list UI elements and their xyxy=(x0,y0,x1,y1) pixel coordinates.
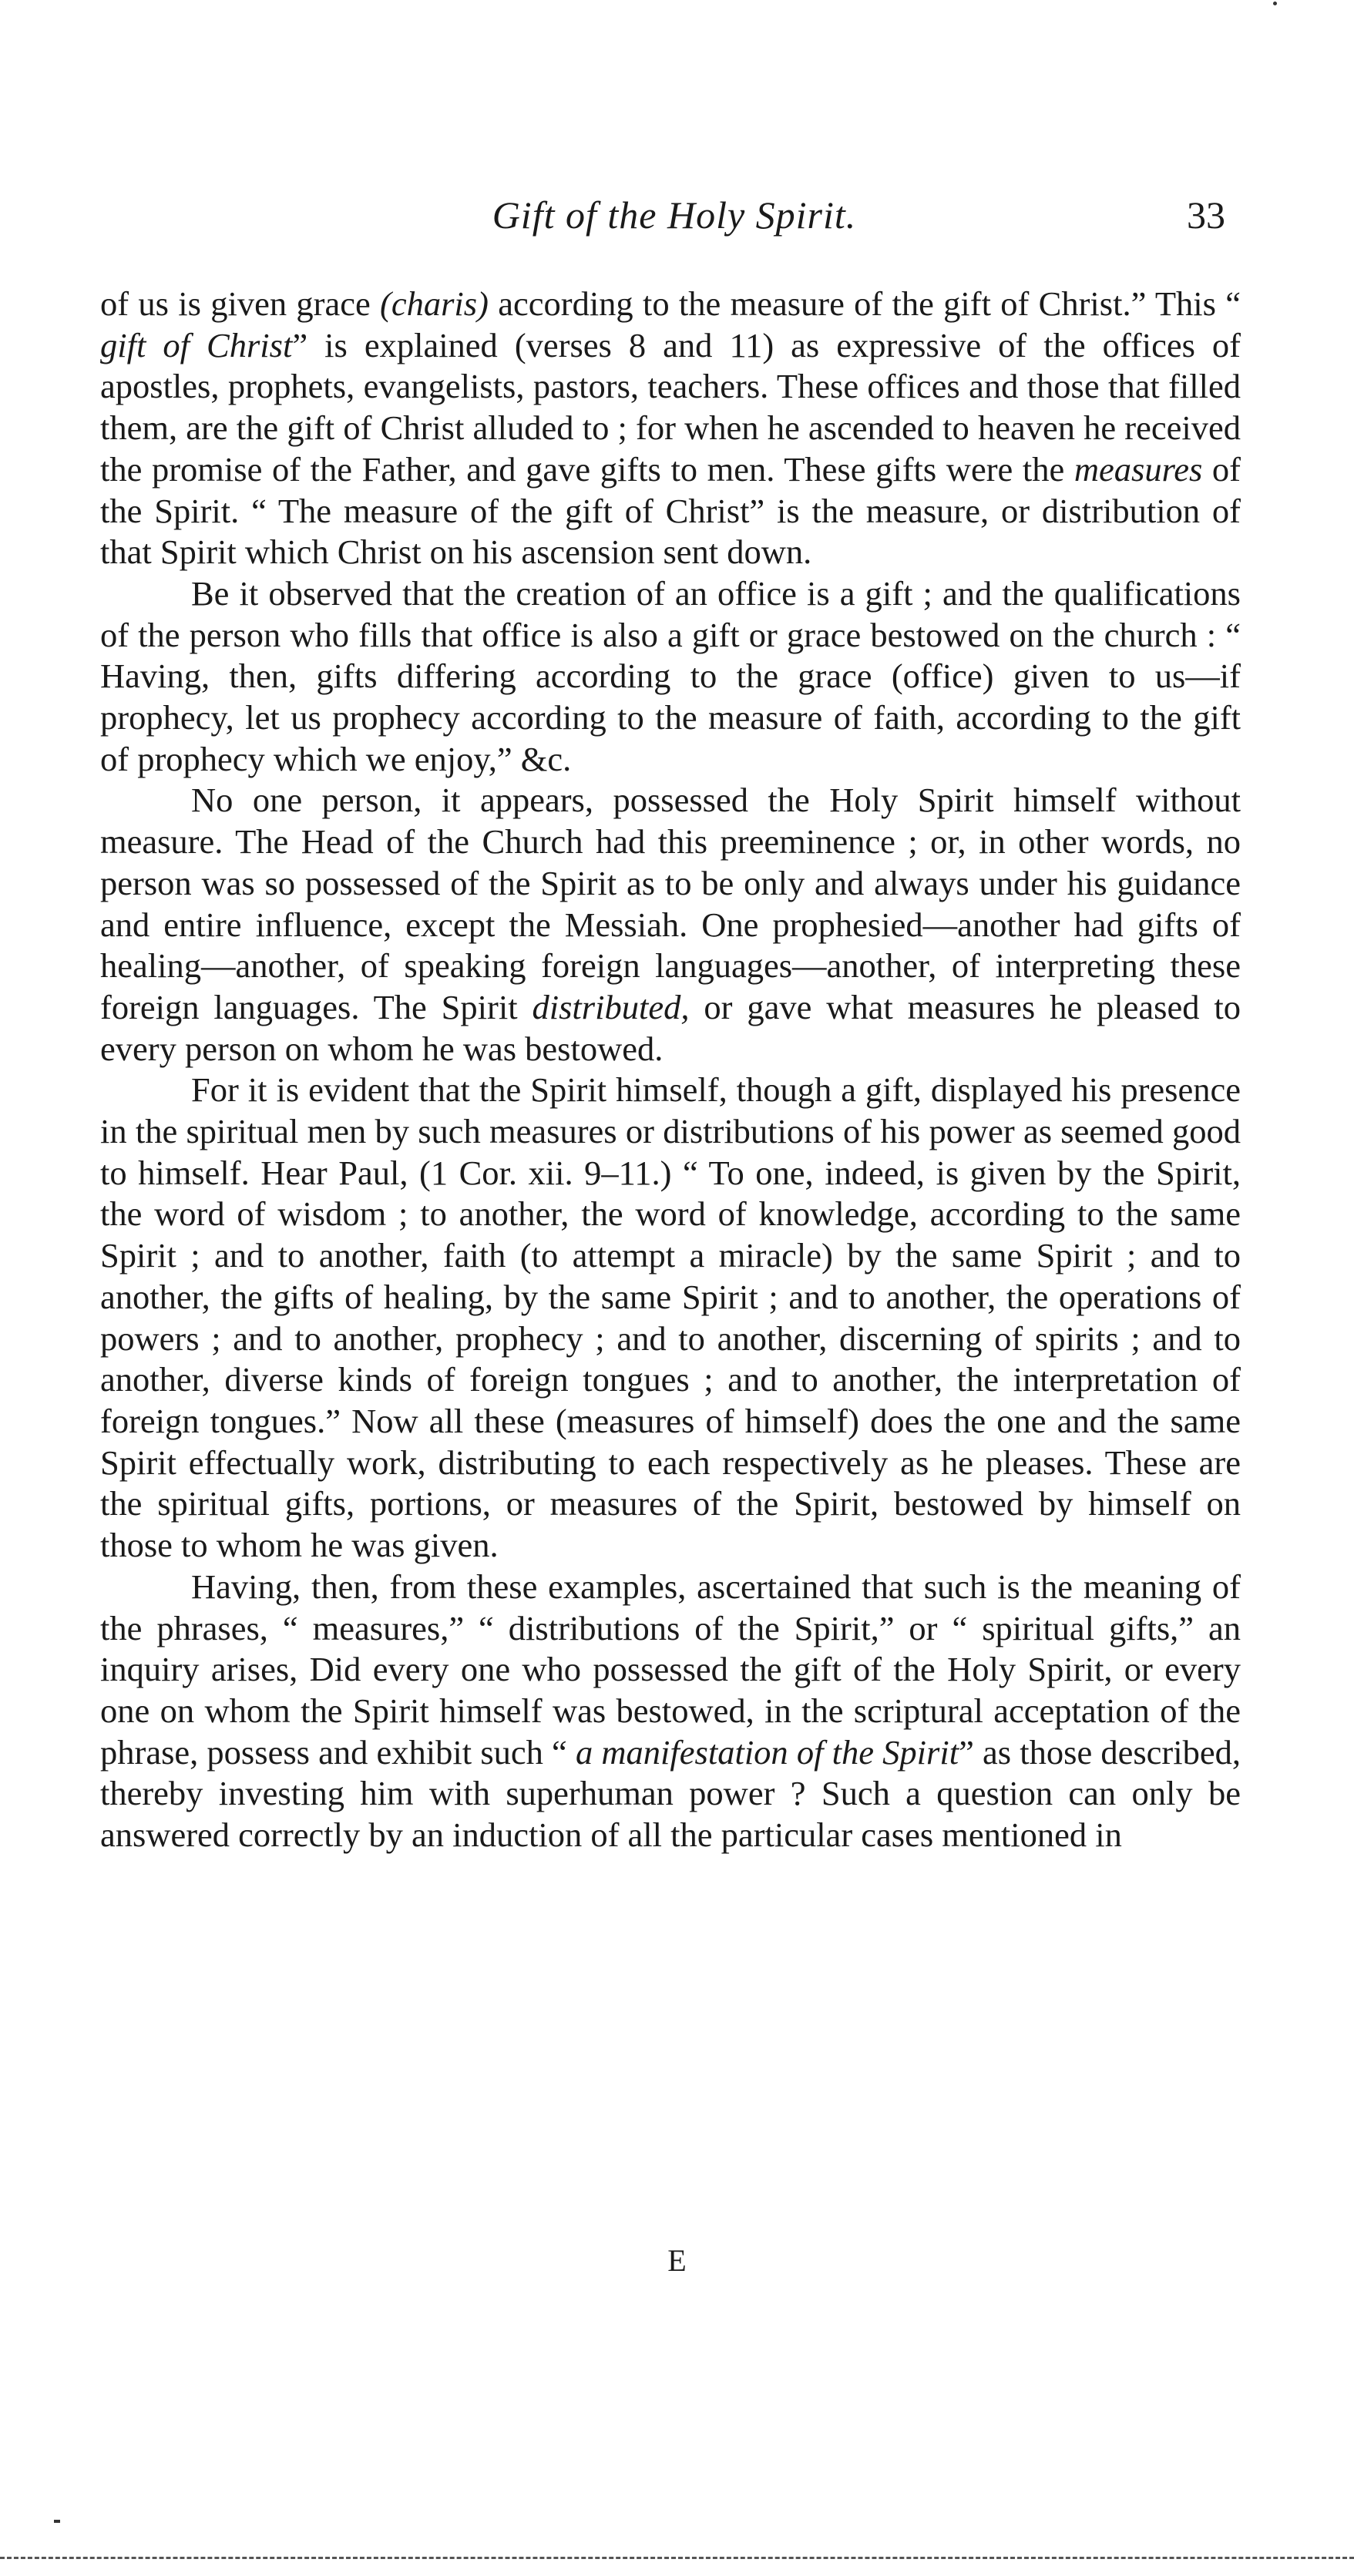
signature-mark: E xyxy=(667,2243,687,2278)
page-number: 33 xyxy=(1187,193,1225,237)
text-run: or gave what measures he pleased to every person on whom he was bestowed. xyxy=(100,987,1241,1068)
text-run: Having, then, from these examples, ascertained that such is the meaning of the phrases, “ measures,” “ distributions of the Spirit,” or “ spiritual gifts,” an inquiry arises, Did every one who possessed the gift of the Holy Spirit, or every one on whom the Spirit himself was bestowed, in the scriptural acceptation of the phrase, possess and exhibit such “ xyxy=(100,1567,1241,1772)
text-run: For it is evident that the Spirit himself, though a gift, displayed his presence in the spiritual men by such measures or distributions of his power as seemed good to himself. Hear Paul, (1 Cor. xii. 9–11.) “ To one, indeed, is given by the Spirit, the word of wisdom ; to another, the word of knowledge, according to the same Spirit ; and to another, faith (to attempt a miracle) by the same Spirit ; and to another, the gifts of healing, by the same Spirit ; and to another, the operations of powers ; and to another, prophecy ; and to another, discerning of spirits ; and to another, diverse kinds of foreign tongues ; and to another, the interpretation of foreign tongues.” Now all these (measures of himself) does the one and the same Spirit effectually work, distributing to each respectively as he pleases. These are the spiritual gifts, portions, or measures of the Spirit, bestowed by himself on those to whom he was given. xyxy=(100,1070,1241,1565)
italic-run: distributed, xyxy=(532,987,690,1026)
running-title: Gift of the Holy Spirit. xyxy=(492,193,857,237)
paragraph xyxy=(100,1567,1241,1856)
text-run: of the Spirit. “ The measure of the gift of Christ” is the measure, or distribution of that Spirit which Christ on his ascension sent down. xyxy=(100,449,1241,572)
paragraph xyxy=(100,284,1241,573)
print-speck xyxy=(1273,2,1277,5)
text-run: of us is given grace xyxy=(100,284,381,323)
italic-run: a manifestation of the Spirit xyxy=(575,1732,959,1772)
text-run: ” is explained (verses 8 and 11) as expressive of the offices of apostles, prophets, evangelists, pastors, teachers. These offices and those that filled them, are the gift of Christ alluded to ; for when he ascended to heaven he received the promise of the Father, and gave gifts to men. These gifts were the xyxy=(100,325,1241,489)
italic-run: (charis) xyxy=(380,284,489,323)
page-edge-rule xyxy=(0,2557,1354,2559)
print-speck xyxy=(54,2520,60,2523)
italic-run: gift of Christ xyxy=(100,325,293,364)
text-run: Be it observed that the creation of an office is a gift ; and the qualifications of the person who fills that office is also a gift or grace bestowed on the church : “ Having, then, gifts differing according to the grace (office) given to us—if prophecy, let us prophecy according to the measure of faith, according to the gift of prophecy which we enjoy,” &c. xyxy=(100,573,1241,778)
running-head xyxy=(108,193,1241,254)
italic-run: measures xyxy=(1073,449,1203,489)
paragraph xyxy=(100,1070,1241,1566)
paragraph xyxy=(100,573,1241,781)
text-run: according to the measure of the gift of Christ.” This “ xyxy=(488,284,1241,323)
body-text xyxy=(100,284,1241,1856)
text-run: ” as those described, thereby investing him with superhuman power ? Such a question can only be answered correctly by an induction of all the particular cases mentioned in xyxy=(100,1732,1241,1855)
paragraph xyxy=(100,780,1241,1070)
text-run: No one person, it appears, possessed the Holy Spirit himself without measure. The Head of the Church had this preeminence ; or, in other words, no person was so possessed of the Spirit as to be only and always under his guidance and entire influence, except the Messiah. One prophesied—another had gifts of healing—another, of speaking foreign languages—another, of interpreting these foreign languages. The Spirit xyxy=(100,781,1241,1026)
